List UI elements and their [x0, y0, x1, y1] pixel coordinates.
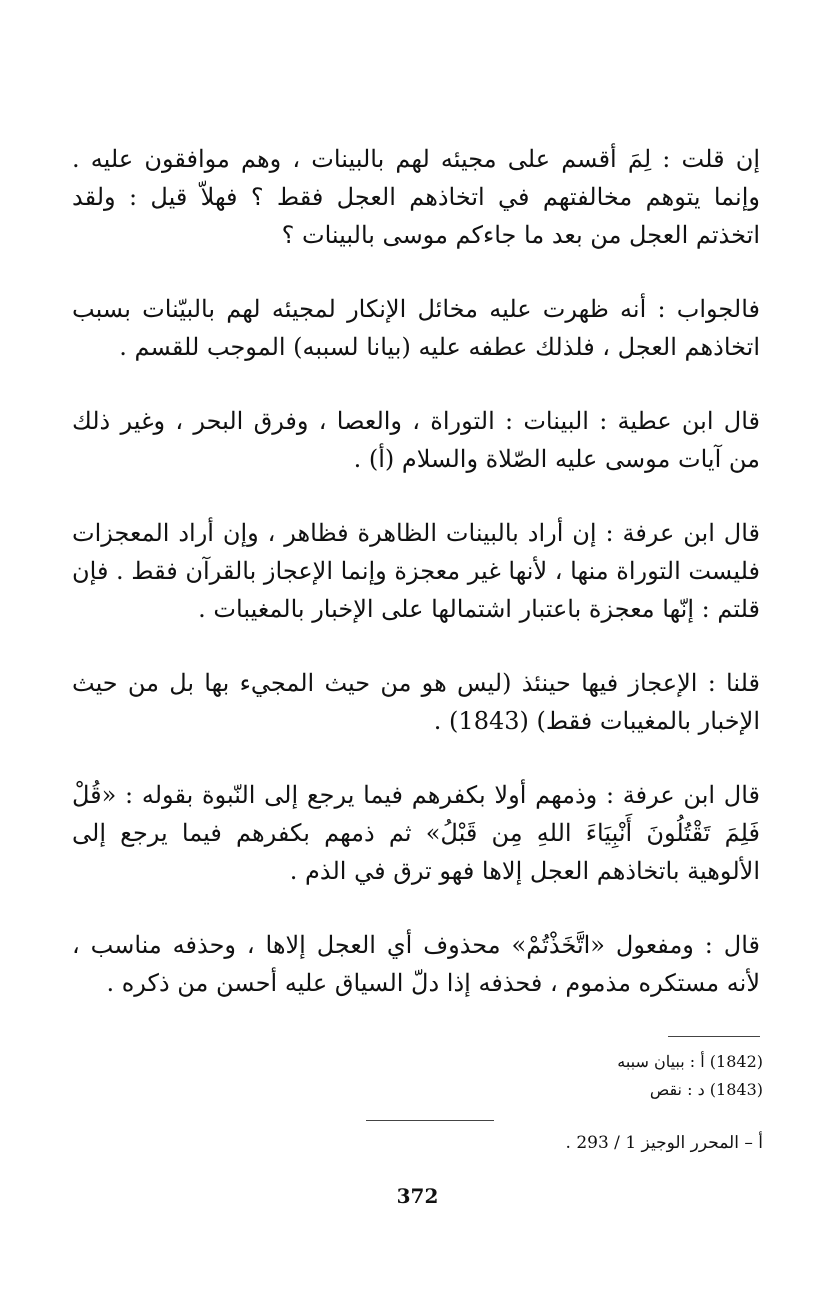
paragraph-question: إن قلت : لِمَ أقسم على مجيئه لهم بالبينات ، وهم موافقون عليه . وإنما يتوهم مخالفتهم في اتخاذهم العجل فقط ؟ فهلاّ قيل : ولقد اتخذتم العجل من بعد ما جاءكم موسى بالبينات ؟	[72, 145, 760, 249]
paragraph-object: قال : ومفعول «اتَّخَذْتُمْ» محذوف أي العجل إلاها ، وحذفه مناسب ، لأنه مستكره مذموم ، فحذفه إذا دلّ السياق عليه أحسن من ذكره .	[72, 931, 760, 997]
source-reference: أ – المحرر الوجيز 1 / 293 .	[565, 1133, 763, 1153]
paragraph-ibn-arafa-2: قال ابن عرفة : وذمهم أولا بكفرهم فيما يرجع إلى النّبوة بقوله : «قُلْ فَلِمَ تَقْتُلُونَ أَنْبِيَاءَ اللهِ مِن قَبْلُ» ثم ذمهم بكفرهم فيما يرجع إلى الألوهية باتخاذهم العجل إلاها فهو ترق في الذم .	[72, 781, 760, 885]
paragraph-answer: فالجواب : أنه ظهرت عليه مخائل الإنكار لمجيئه لهم بالبيّنات بسبب اتخاذهم العجل ، فلذلك عطفه عليه (بيانا لسببه) الموجب للقسم .	[72, 295, 760, 361]
footnote-1843: (1843) د : نقص	[649, 1080, 763, 1099]
page-number: 372	[396, 1184, 439, 1208]
paragraph-ibn-atiyya: قال ابن عطية : البينات : التوراة ، والعصا ، وفرق البحر ، وغير ذلك من آيات موسى عليه الصّلاة والسلام (أ) .	[72, 407, 760, 473]
main-text	[72, 140, 760, 1002]
footnote-1842: (1842) أ : ببيان سببه	[617, 1052, 763, 1071]
reference-divider	[366, 1120, 494, 1121]
footnote-divider	[668, 1036, 760, 1037]
paragraph-reply: قلنا : الإعجاز فيها حينئذ (ليس هو من حيث المجيء بها بل من حيث الإخبار بالمغيبات فقط) (1843) .	[72, 669, 760, 735]
paragraph-ibn-arafa-1: قال ابن عرفة : إن أراد بالبينات الظاهرة فظاهر ، وإن أراد المعجزات فليست التوراة منها ، لأنها غير معجزة وإنما الإعجاز بالقرآن فقط . فإن قلتم : إنّها معجزة باعتبار اشتمالها على الإخبار بالمغيبات .	[72, 519, 760, 623]
footnotes	[363, 1048, 763, 1104]
